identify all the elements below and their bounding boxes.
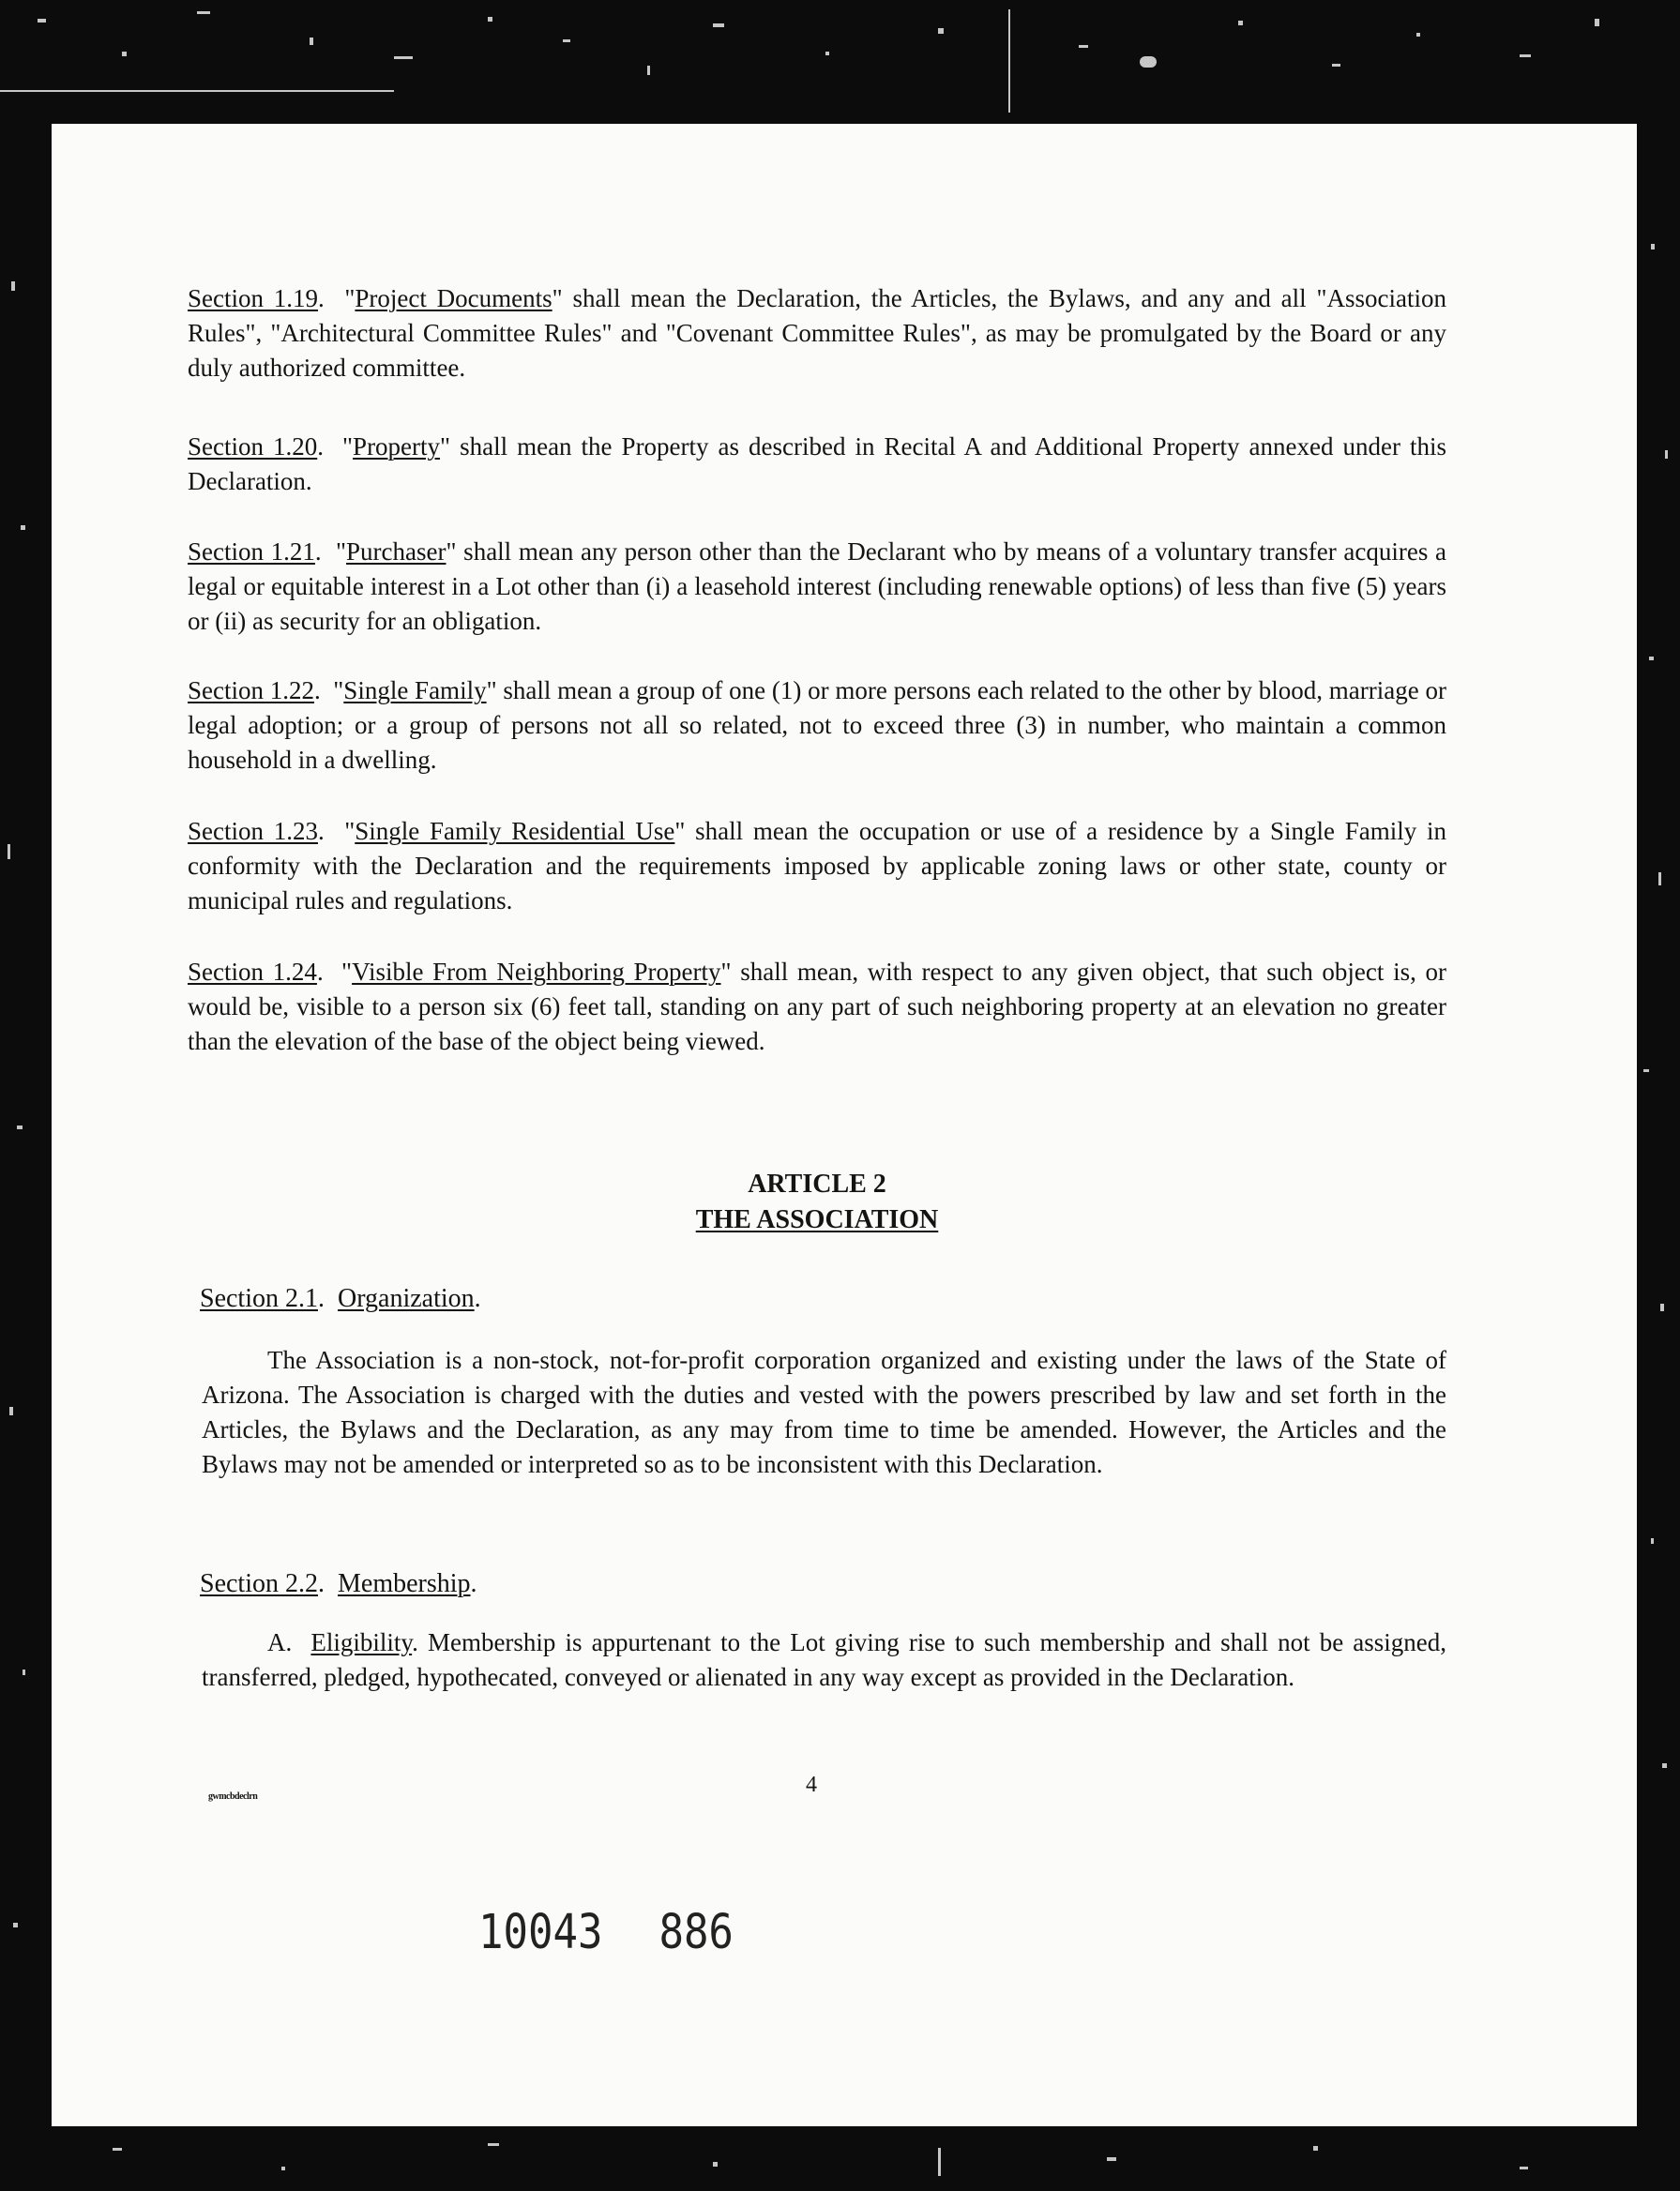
section-2-2-item-a: A. Eligibility. Membership is appurtenant to the Lot giving rise to such membership and shall not be assigned, transferred, pledged, hypothecated, conveyed or alienated in any way except as provided in the Declaration. <box>202 1628 1447 1691</box>
page-number: 4 <box>806 1773 817 1797</box>
article-title: THE ASSOCIATION <box>695 1205 939 1234</box>
section-text: shall mean the Property as described in Recital A and Additional Property annexed under this Declaration. <box>188 432 1446 495</box>
section-text: shall mean the occupation or use of a residence by a Single Family in conformity with the Declaration and the requirements imposed by applicable zoning laws or other state, county or municipal rules and regulations. <box>188 817 1446 914</box>
defined-term: Single Family <box>343 676 487 704</box>
section-1-20: Section 1.20. "Property" shall mean the Property as described in Recital A and Additional Property annexed under this Declaration. <box>188 432 1446 495</box>
section-label: Section 2.1 <box>200 1284 318 1313</box>
section-2-1-body: The Association is a non-stock, not-for-profit corporation organized and existing under the laws of the State of Arizona. The Association is charged with the duties and vested with the powers prescribed by law and set forth in the Articles, the Bylaws and the Declaration, as any may from time to time be amended. However, the Articles and the Bylaws may not be amended or interpreted so as to be inconsistent with this Declaration. <box>202 1346 1446 1478</box>
section-text: shall mean the Declaration, the Articles, the Bylaws, and any and all "Association Rules", "Architectural Committee Rules" and "Covenant Committee Rules", as may be promulgated by the Board or any duly authorized committee. <box>188 284 1446 382</box>
defined-term: Visible From Neighboring Property <box>352 958 721 986</box>
stamp-page-number: 886 <box>658 1905 734 1960</box>
section-label: Section 1.24 <box>188 958 317 986</box>
item-body: Membership is appurtenant to the Lot giving rise to such membership and shall not be assigned, transferred, pledged, hypothecated, conveyed or alienated in any way except as provided in the Declaration. <box>202 1628 1447 1691</box>
item-marker: A. <box>267 1628 293 1656</box>
section-1-23: Section 1.23. "Single Family Residential Use" shall mean the occupation or use of a residence by a Single Family in conformity with the Declaration and the requirements imposed by applicable zoning laws or other state, county or municipal rules and regulations. <box>188 817 1446 914</box>
section-label: Section 1.19 <box>188 284 319 312</box>
article-number: ARTICLE 2 <box>748 1170 886 1199</box>
section-text: shall mean any person other than the Declarant who by means of a voluntary transfer acquires a legal or equitable interest in a Lot other than (i) a leasehold interest (including renewable options) of less than five (5) years or (ii) as security for an obligation. <box>188 537 1446 635</box>
defined-term: Single Family Residential Use <box>355 817 675 845</box>
section-text: shall mean a group of one (1) or more persons each related to the other by blood, marriage or legal adoption; or a group of persons not all so related, not to exceed three (3) in number, who maintain a common household in a dwelling. <box>188 676 1446 774</box>
section-1-19: Section 1.19. "Project Documents" shall mean the Declaration, the Articles, the Bylaws, and any and all "Association Rules", "Architectural Committee Rules" and "Covenant Committee Rules", as may be promulgated by the Board or any duly authorized committee. <box>188 284 1446 382</box>
section-text: shall mean, with respect to any given object, that such object is, or would be, visible to a person six (6) feet tall, standing on any part of such neighboring property at an elevation no greater than the elevation of the base of the object being viewed. <box>188 958 1447 1055</box>
defined-term: Purchaser <box>346 537 446 566</box>
section-1-21: Section 1.21. "Purchaser" shall mean any person other than the Declarant who by means of a voluntary transfer acquires a legal or equitable interest in a Lot other than (i) a leasehold interest (including renewable options) of less than five (5) years or (ii) as security for an obligation. <box>188 537 1446 635</box>
section-1-24: Section 1.24. "Visible From Neighboring Property" shall mean, with respect to any given object, that such object is, or would be, visible to a person six (6) feet tall, standing on any part of such neighboring property at an elevation no greater than the elevation of the base of the object being viewed. <box>188 958 1447 1055</box>
article-heading <box>188 1167 1446 1238</box>
document-page <box>52 124 1637 2126</box>
section-title: Organization <box>338 1284 475 1313</box>
footer-code: gwmcbdeclrn <box>208 1791 258 1802</box>
section-2-1-heading: Section 2.1. Organization. <box>200 1284 481 1313</box>
section-2-2-heading: Section 2.2. Membership. <box>200 1569 477 1598</box>
section-label: Section 1.20 <box>188 432 318 461</box>
section-title: Membership <box>338 1569 471 1598</box>
section-label: Section 1.21 <box>188 537 315 566</box>
section-1-22: Section 1.22. "Single Family" shall mean a group of one (1) or more persons each related to the other by blood, marriage or legal adoption; or a group of persons not all so related, not to exceed three (3) in number, who maintain a common household in a dwelling. <box>188 676 1446 774</box>
section-label: Section 1.23 <box>188 817 318 845</box>
stamp-book-number: 10043 <box>478 1905 603 1960</box>
recording-stamp <box>478 1905 734 1960</box>
section-label: Section 1.22 <box>188 676 314 704</box>
defined-term: Property <box>353 432 441 461</box>
section-label: Section 2.2 <box>200 1569 318 1598</box>
item-term: Eligibility <box>310 1628 413 1656</box>
defined-term: Project Documents <box>355 284 552 312</box>
